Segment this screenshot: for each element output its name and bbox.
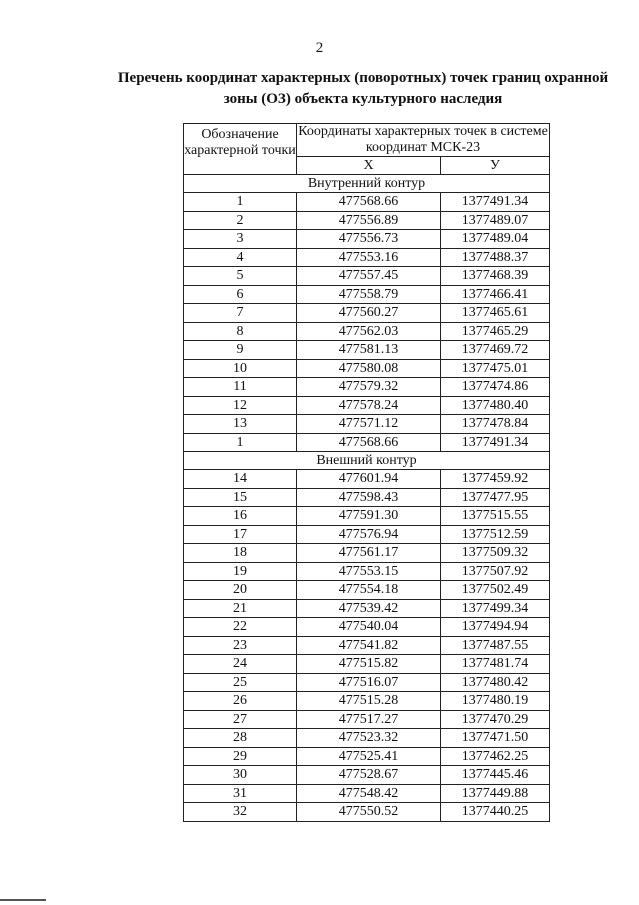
- table-row: [184, 396, 550, 415]
- cell-y: 1377480.42: [441, 673, 550, 692]
- cell-x: 477558.79: [297, 285, 441, 304]
- cell-point: 29: [184, 747, 297, 766]
- table-row: [184, 230, 550, 249]
- table-row: [184, 470, 550, 489]
- cell-y: 1377462.25: [441, 747, 550, 766]
- cell-y: 1377507.92: [441, 562, 550, 581]
- cell-x: 477539.42: [297, 599, 441, 618]
- table-row: [184, 562, 550, 581]
- table-row: [184, 803, 550, 822]
- cell-point: 6: [184, 285, 297, 304]
- table-row: [184, 359, 550, 378]
- table-row: [184, 211, 550, 230]
- table-row: [184, 673, 550, 692]
- cell-y: 1377491.34: [441, 433, 550, 452]
- cell-y: 1377477.95: [441, 488, 550, 507]
- cell-point: 3: [184, 230, 297, 249]
- cell-x: 477515.28: [297, 692, 441, 711]
- document-title-line-2: зоны (ОЗ) объекта культурного наследия: [223, 91, 503, 107]
- cell-x: 477579.32: [297, 378, 441, 397]
- table-row: [184, 488, 550, 507]
- cell-y: 1377494.94: [441, 618, 550, 637]
- cell-point: 18: [184, 544, 297, 563]
- table-row: [184, 581, 550, 600]
- cell-x: 477525.41: [297, 747, 441, 766]
- document-title: [108, 68, 618, 110]
- cell-y: 1377515.55: [441, 507, 550, 526]
- cell-point: 19: [184, 562, 297, 581]
- cell-point: 14: [184, 470, 297, 489]
- cell-point: 2: [184, 211, 297, 230]
- cell-y: 1377440.25: [441, 803, 550, 822]
- table-row: [184, 341, 550, 360]
- cell-x: 477540.04: [297, 618, 441, 637]
- table-row: [184, 784, 550, 803]
- cell-y: 1377468.39: [441, 267, 550, 286]
- cell-y: 1377502.49: [441, 581, 550, 600]
- coordinates-table: [183, 123, 550, 822]
- table-row: [184, 544, 550, 563]
- cell-x: 477576.94: [297, 525, 441, 544]
- cell-y: 1377491.34: [441, 193, 550, 212]
- cell-y: 1377512.59: [441, 525, 550, 544]
- cell-point: 31: [184, 784, 297, 803]
- cell-y: 1377474.86: [441, 378, 550, 397]
- section-title: Внутренний контур: [184, 175, 550, 193]
- cell-point: 1: [184, 193, 297, 212]
- cell-x: 477578.24: [297, 396, 441, 415]
- cell-x: 477554.18: [297, 581, 441, 600]
- cell-x: 477553.16: [297, 248, 441, 267]
- cell-x: 477523.32: [297, 729, 441, 748]
- cell-x: 477556.89: [297, 211, 441, 230]
- cell-x: 477528.67: [297, 766, 441, 785]
- cell-point: 23: [184, 636, 297, 655]
- table-row: [184, 618, 550, 637]
- cell-x: 477581.13: [297, 341, 441, 360]
- cell-x: 477517.27: [297, 710, 441, 729]
- cell-x: 477556.73: [297, 230, 441, 249]
- table-row: [184, 599, 550, 618]
- cell-x: 477591.30: [297, 507, 441, 526]
- cell-x: 477568.66: [297, 193, 441, 212]
- cell-y: 1377487.55: [441, 636, 550, 655]
- cell-x: 477515.82: [297, 655, 441, 674]
- table-row: [184, 655, 550, 674]
- cell-point: 21: [184, 599, 297, 618]
- header-y: У: [441, 157, 550, 175]
- cell-x: 477562.03: [297, 322, 441, 341]
- cell-point: 25: [184, 673, 297, 692]
- cell-y: 1377488.37: [441, 248, 550, 267]
- cell-y: 1377445.46: [441, 766, 550, 785]
- section-title: Внешний контур: [184, 452, 550, 470]
- cell-y: 1377469.72: [441, 341, 550, 360]
- cell-x: 477568.66: [297, 433, 441, 452]
- cell-x: 477553.15: [297, 562, 441, 581]
- table-row: [184, 525, 550, 544]
- cell-point: 11: [184, 378, 297, 397]
- cell-y: 1377470.29: [441, 710, 550, 729]
- cell-y: 1377475.01: [441, 359, 550, 378]
- document-title-line-1: Перечень координат характерных (поворотных) точек границ охранной: [117, 70, 609, 86]
- cell-point: 7: [184, 304, 297, 323]
- cell-y: 1377489.04: [441, 230, 550, 249]
- cell-point: 17: [184, 525, 297, 544]
- cell-y: 1377509.32: [441, 544, 550, 563]
- table-row: [184, 507, 550, 526]
- cell-point: 5: [184, 267, 297, 286]
- cell-point: 8: [184, 322, 297, 341]
- cell-point: 13: [184, 415, 297, 434]
- cell-point: 10: [184, 359, 297, 378]
- cell-x: 477571.12: [297, 415, 441, 434]
- cell-point: 1: [184, 433, 297, 452]
- cell-y: 1377465.61: [441, 304, 550, 323]
- table-body: [184, 175, 550, 822]
- cell-point: 4: [184, 248, 297, 267]
- cell-point: 32: [184, 803, 297, 822]
- cell-point: 27: [184, 710, 297, 729]
- scan-edge-mark: [0, 899, 46, 901]
- cell-point: 20: [184, 581, 297, 600]
- cell-y: 1377465.29: [441, 322, 550, 341]
- table-row: [184, 692, 550, 711]
- cell-x: 477557.45: [297, 267, 441, 286]
- cell-x: 477550.52: [297, 803, 441, 822]
- cell-x: 477601.94: [297, 470, 441, 489]
- cell-x: 477516.07: [297, 673, 441, 692]
- table-row: [184, 747, 550, 766]
- section-row: [184, 175, 550, 193]
- cell-y: 1377478.84: [441, 415, 550, 434]
- cell-x: 477561.17: [297, 544, 441, 563]
- cell-x: 477580.08: [297, 359, 441, 378]
- cell-x: 477560.27: [297, 304, 441, 323]
- cell-point: 30: [184, 766, 297, 785]
- cell-point: 9: [184, 341, 297, 360]
- cell-y: 1377489.07: [441, 211, 550, 230]
- table-row: [184, 285, 550, 304]
- table-row: [184, 378, 550, 397]
- cell-point: 15: [184, 488, 297, 507]
- cell-x: 477598.43: [297, 488, 441, 507]
- cell-point: 24: [184, 655, 297, 674]
- table-row: [184, 415, 550, 434]
- table-row: [184, 636, 550, 655]
- table-row: [184, 248, 550, 267]
- table-row: [184, 729, 550, 748]
- table-row: [184, 304, 550, 323]
- table-row: [184, 322, 550, 341]
- table-row: [184, 193, 550, 212]
- table-row: [184, 710, 550, 729]
- cell-x: 477541.82: [297, 636, 441, 655]
- cell-y: 1377499.34: [441, 599, 550, 618]
- header-coordinates: Координаты характерных точек в системе координат МСК-23: [298, 124, 548, 155]
- cell-point: 16: [184, 507, 297, 526]
- page-number: 2: [315, 40, 324, 56]
- cell-x: 477548.42: [297, 784, 441, 803]
- cell-point: 12: [184, 396, 297, 415]
- cell-point: 26: [184, 692, 297, 711]
- header-x: X: [297, 157, 441, 175]
- cell-y: 1377459.92: [441, 470, 550, 489]
- section-row: [184, 452, 550, 470]
- cell-y: 1377481.74: [441, 655, 550, 674]
- cell-y: 1377466.41: [441, 285, 550, 304]
- table-row: [184, 766, 550, 785]
- cell-y: 1377471.50: [441, 729, 550, 748]
- table-row: [184, 433, 550, 452]
- table-row: [184, 267, 550, 286]
- cell-y: 1377480.40: [441, 396, 550, 415]
- cell-point: 28: [184, 729, 297, 748]
- header-point-designation: Обозначение характерной точки: [184, 124, 297, 175]
- cell-y: 1377480.19: [441, 692, 550, 711]
- cell-y: 1377449.88: [441, 784, 550, 803]
- cell-point: 22: [184, 618, 297, 637]
